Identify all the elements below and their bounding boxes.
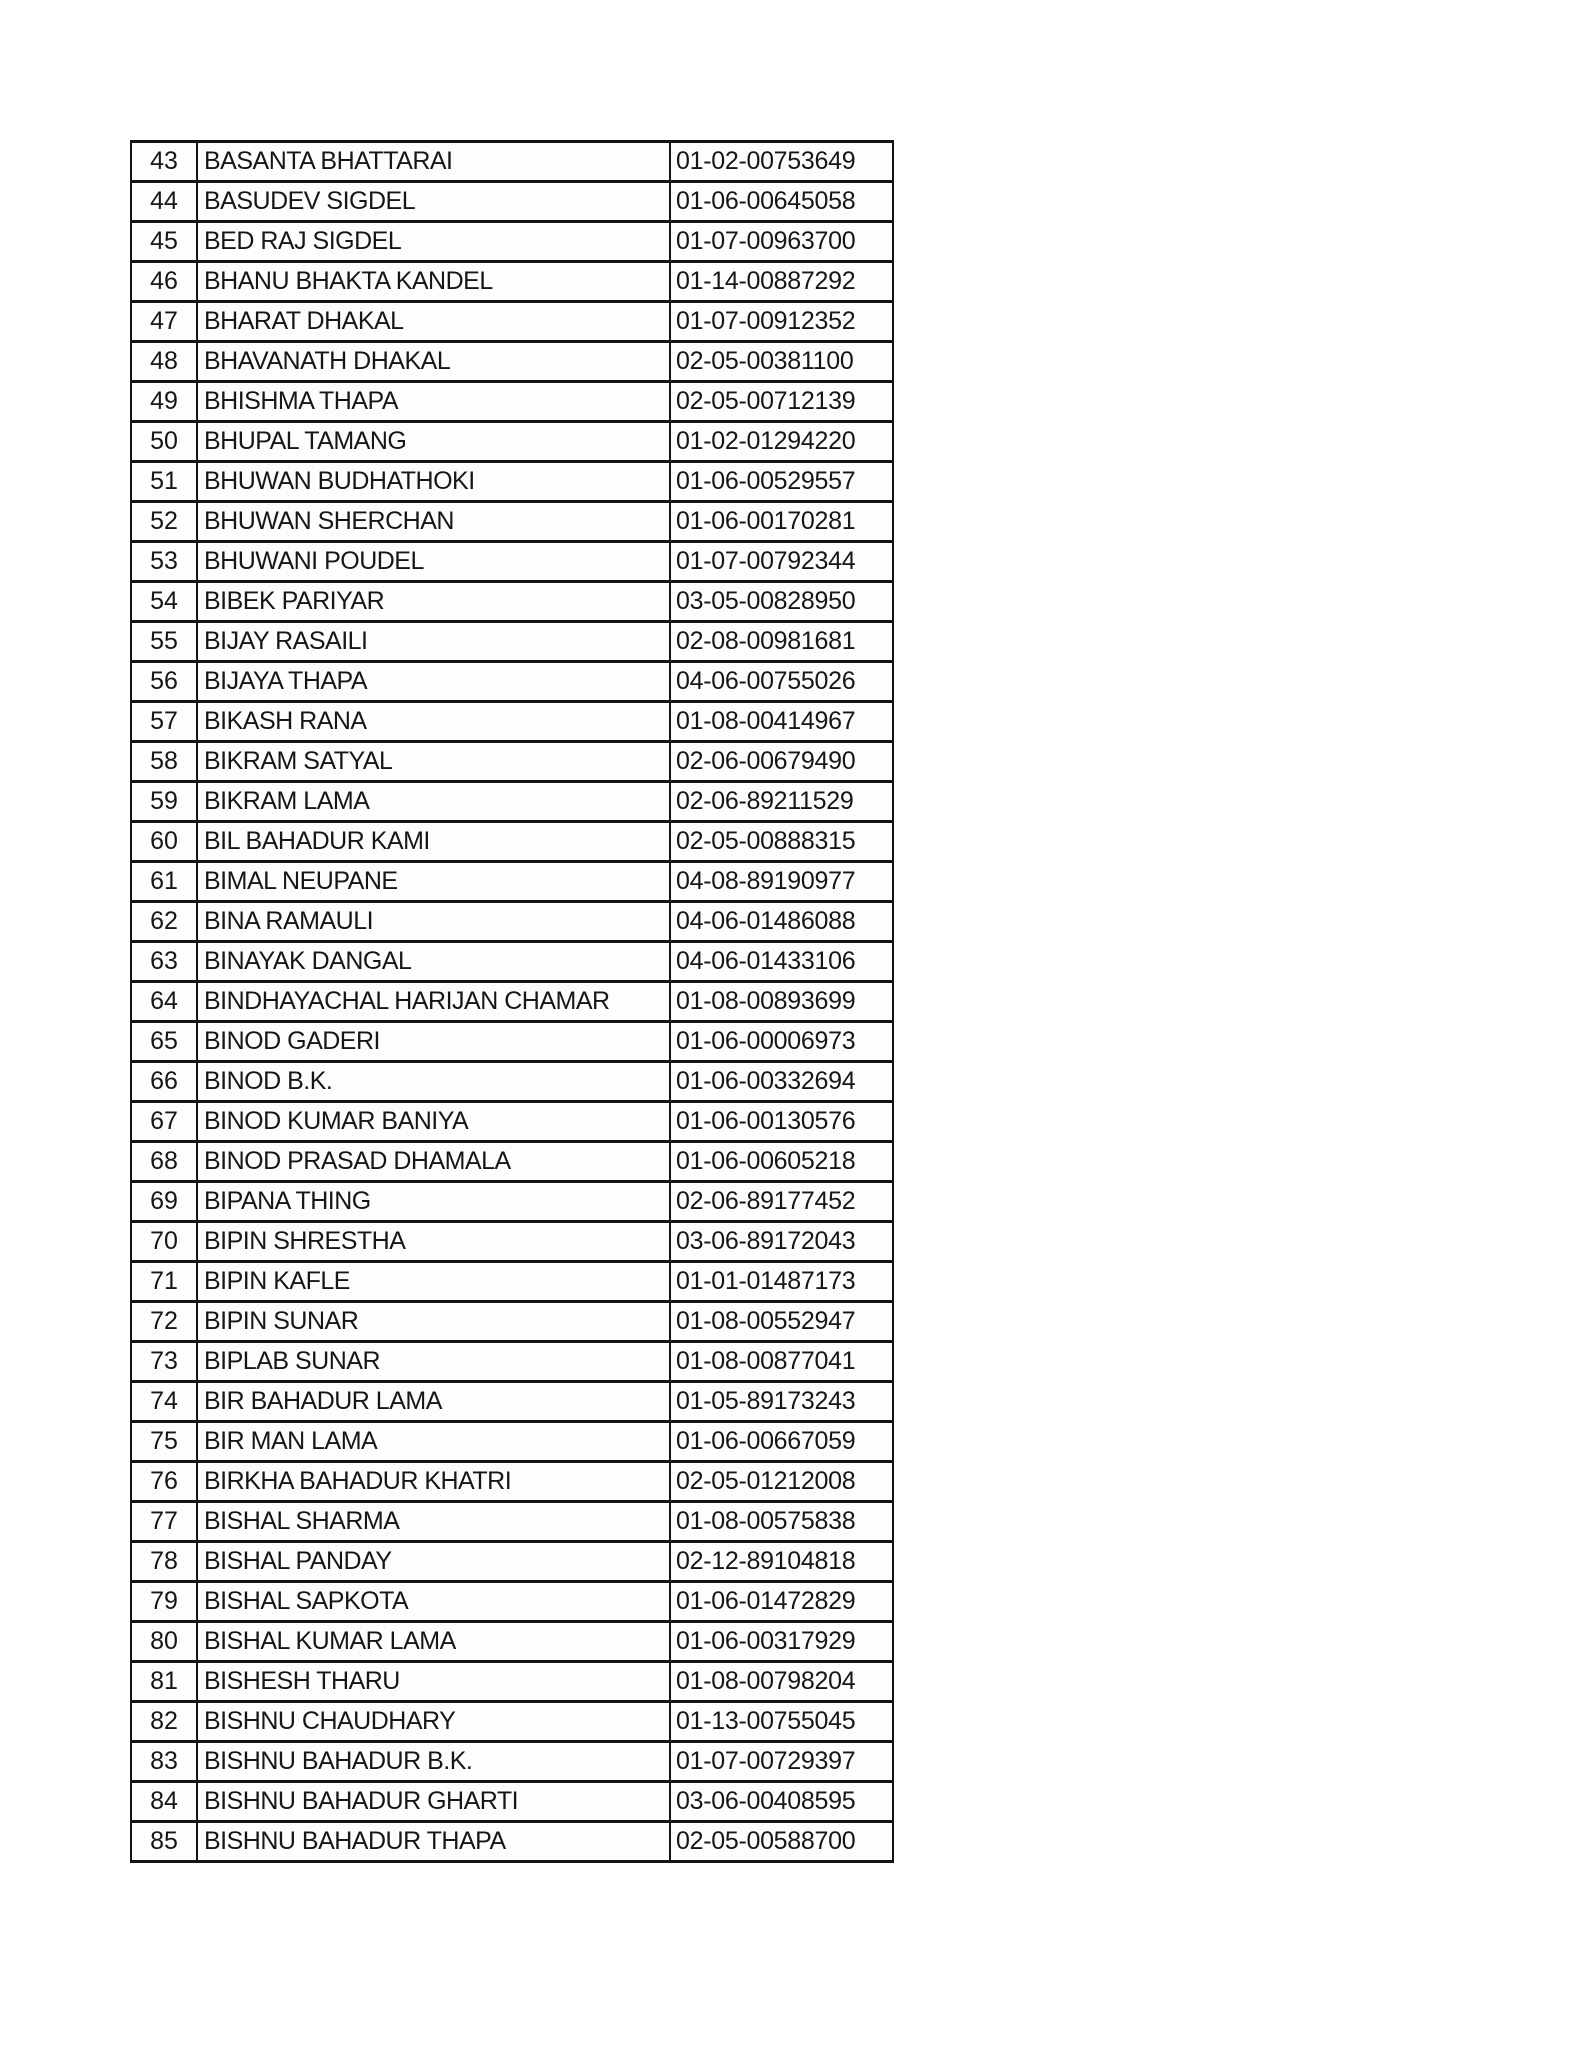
- table-row: [131, 1662, 893, 1702]
- serial-number-cell: 69: [131, 1182, 197, 1222]
- full-name-cell: BISHNU BAHADUR THAPA: [197, 1822, 670, 1862]
- full-name-cell: BINOD GADERI: [197, 1022, 670, 1062]
- full-name-cell: BIPIN SUNAR: [197, 1302, 670, 1342]
- serial-number-cell: 81: [131, 1662, 197, 1702]
- table-row: [131, 342, 893, 382]
- id-number-cell: 01-13-00755045: [670, 1702, 893, 1742]
- serial-number-cell: 83: [131, 1742, 197, 1782]
- serial-number-cell: 84: [131, 1782, 197, 1822]
- serial-number-cell: 44: [131, 182, 197, 222]
- table-row: [131, 902, 893, 942]
- id-number-cell: 01-06-00130576: [670, 1102, 893, 1142]
- table-row: [131, 1142, 893, 1182]
- table-row: [131, 302, 893, 342]
- id-number-cell: 02-08-00981681: [670, 622, 893, 662]
- id-number-cell: 02-05-00712139: [670, 382, 893, 422]
- id-number-cell: 03-06-00408595: [670, 1782, 893, 1822]
- id-number-cell: 04-08-89190977: [670, 862, 893, 902]
- id-number-cell: 01-08-00414967: [670, 702, 893, 742]
- serial-number-cell: 65: [131, 1022, 197, 1062]
- table-row: [131, 1342, 893, 1382]
- serial-number-cell: 52: [131, 502, 197, 542]
- id-number-cell: 03-06-89172043: [670, 1222, 893, 1262]
- table-row: [131, 182, 893, 222]
- table-row: [131, 422, 893, 462]
- serial-number-cell: 46: [131, 262, 197, 302]
- table-row: [131, 382, 893, 422]
- id-number-cell: 04-06-01486088: [670, 902, 893, 942]
- serial-number-cell: 63: [131, 942, 197, 982]
- id-number-cell: 04-06-00755026: [670, 662, 893, 702]
- serial-number-cell: 68: [131, 1142, 197, 1182]
- full-name-cell: BHISHMA THAPA: [197, 382, 670, 422]
- id-number-cell: 01-05-89173243: [670, 1382, 893, 1422]
- full-name-cell: BISHESH THARU: [197, 1662, 670, 1702]
- id-number-cell: 01-07-00963700: [670, 222, 893, 262]
- serial-number-cell: 54: [131, 582, 197, 622]
- table-row: [131, 742, 893, 782]
- serial-number-cell: 85: [131, 1822, 197, 1862]
- full-name-cell: BASUDEV SIGDEL: [197, 182, 670, 222]
- id-number-cell: 01-07-00912352: [670, 302, 893, 342]
- serial-number-cell: 77: [131, 1502, 197, 1542]
- id-number-cell: 02-05-00588700: [670, 1822, 893, 1862]
- full-name-cell: BINDHAYACHAL HARIJAN CHAMAR: [197, 982, 670, 1022]
- table-row: [131, 1102, 893, 1142]
- table-row: [131, 1782, 893, 1822]
- full-name-cell: BIPLAB SUNAR: [197, 1342, 670, 1382]
- serial-number-cell: 57: [131, 702, 197, 742]
- table-row: [131, 982, 893, 1022]
- table-row: [131, 1622, 893, 1662]
- id-number-cell: 01-06-00667059: [670, 1422, 893, 1462]
- table-row: [131, 1302, 893, 1342]
- table-row: [131, 1382, 893, 1422]
- serial-number-cell: 55: [131, 622, 197, 662]
- table-row: [131, 1502, 893, 1542]
- roster-table: [130, 140, 894, 1863]
- table-row: [131, 1702, 893, 1742]
- full-name-cell: BHUWAN BUDHATHOKI: [197, 462, 670, 502]
- serial-number-cell: 73: [131, 1342, 197, 1382]
- serial-number-cell: 47: [131, 302, 197, 342]
- full-name-cell: BHUWAN SHERCHAN: [197, 502, 670, 542]
- id-number-cell: 02-05-00888315: [670, 822, 893, 862]
- id-number-cell: 01-06-00529557: [670, 462, 893, 502]
- id-number-cell: 04-06-01433106: [670, 942, 893, 982]
- table-row: [131, 542, 893, 582]
- table-row: [131, 662, 893, 702]
- serial-number-cell: 70: [131, 1222, 197, 1262]
- full-name-cell: BISHAL SAPKOTA: [197, 1582, 670, 1622]
- serial-number-cell: 58: [131, 742, 197, 782]
- serial-number-cell: 78: [131, 1542, 197, 1582]
- table-row: [131, 1262, 893, 1302]
- table-row: [131, 262, 893, 302]
- id-number-cell: 01-06-00605218: [670, 1142, 893, 1182]
- full-name-cell: BIPANA THING: [197, 1182, 670, 1222]
- full-name-cell: BINOD PRASAD DHAMALA: [197, 1142, 670, 1182]
- full-name-cell: BHARAT DHAKAL: [197, 302, 670, 342]
- full-name-cell: BINA RAMAULI: [197, 902, 670, 942]
- table-row: [131, 1422, 893, 1462]
- table-row: [131, 1742, 893, 1782]
- table-row: [131, 942, 893, 982]
- table-row: [131, 1822, 893, 1862]
- table-row: [131, 142, 893, 182]
- id-number-cell: 01-06-01472829: [670, 1582, 893, 1622]
- serial-number-cell: 49: [131, 382, 197, 422]
- id-number-cell: 01-08-00575838: [670, 1502, 893, 1542]
- roster-table-body: [131, 142, 893, 1862]
- full-name-cell: BINOD B.K.: [197, 1062, 670, 1102]
- table-row: [131, 702, 893, 742]
- serial-number-cell: 43: [131, 142, 197, 182]
- id-number-cell: 03-05-00828950: [670, 582, 893, 622]
- serial-number-cell: 53: [131, 542, 197, 582]
- id-number-cell: 02-05-01212008: [670, 1462, 893, 1502]
- serial-number-cell: 79: [131, 1582, 197, 1622]
- id-number-cell: 02-12-89104818: [670, 1542, 893, 1582]
- table-row: [131, 1582, 893, 1622]
- serial-number-cell: 62: [131, 902, 197, 942]
- id-number-cell: 01-06-00006973: [670, 1022, 893, 1062]
- full-name-cell: BHUPAL TAMANG: [197, 422, 670, 462]
- table-row: [131, 1462, 893, 1502]
- id-number-cell: 01-02-00753649: [670, 142, 893, 182]
- serial-number-cell: 60: [131, 822, 197, 862]
- id-number-cell: 02-06-89177452: [670, 1182, 893, 1222]
- serial-number-cell: 67: [131, 1102, 197, 1142]
- table-row: [131, 1542, 893, 1582]
- id-number-cell: 01-06-00170281: [670, 502, 893, 542]
- id-number-cell: 01-01-01487173: [670, 1262, 893, 1302]
- full-name-cell: BISHNU BAHADUR GHARTI: [197, 1782, 670, 1822]
- serial-number-cell: 66: [131, 1062, 197, 1102]
- table-row: [131, 1182, 893, 1222]
- table-row: [131, 222, 893, 262]
- serial-number-cell: 61: [131, 862, 197, 902]
- id-number-cell: 01-08-00893699: [670, 982, 893, 1022]
- full-name-cell: BINOD KUMAR BANIYA: [197, 1102, 670, 1142]
- id-number-cell: 02-05-00381100: [670, 342, 893, 382]
- full-name-cell: BISHNU CHAUDHARY: [197, 1702, 670, 1742]
- id-number-cell: 01-08-00798204: [670, 1662, 893, 1702]
- serial-number-cell: 45: [131, 222, 197, 262]
- serial-number-cell: 71: [131, 1262, 197, 1302]
- full-name-cell: BIBEK PARIYAR: [197, 582, 670, 622]
- table-row: [131, 862, 893, 902]
- serial-number-cell: 75: [131, 1422, 197, 1462]
- id-number-cell: 01-06-00317929: [670, 1622, 893, 1662]
- full-name-cell: BISHAL SHARMA: [197, 1502, 670, 1542]
- table-row: [131, 1022, 893, 1062]
- full-name-cell: BISHAL PANDAY: [197, 1542, 670, 1582]
- serial-number-cell: 76: [131, 1462, 197, 1502]
- serial-number-cell: 82: [131, 1702, 197, 1742]
- table-row: [131, 1222, 893, 1262]
- serial-number-cell: 74: [131, 1382, 197, 1422]
- serial-number-cell: 50: [131, 422, 197, 462]
- id-number-cell: 01-07-00729397: [670, 1742, 893, 1782]
- full-name-cell: BIPIN KAFLE: [197, 1262, 670, 1302]
- serial-number-cell: 51: [131, 462, 197, 502]
- serial-number-cell: 72: [131, 1302, 197, 1342]
- id-number-cell: 02-06-89211529: [670, 782, 893, 822]
- id-number-cell: 01-08-00877041: [670, 1342, 893, 1382]
- serial-number-cell: 59: [131, 782, 197, 822]
- table-row: [131, 622, 893, 662]
- full-name-cell: BISHAL KUMAR LAMA: [197, 1622, 670, 1662]
- id-number-cell: 01-06-00332694: [670, 1062, 893, 1102]
- full-name-cell: BIJAY RASAILI: [197, 622, 670, 662]
- full-name-cell: BIR BAHADUR LAMA: [197, 1382, 670, 1422]
- full-name-cell: BIKASH RANA: [197, 702, 670, 742]
- full-name-cell: BIPIN SHRESTHA: [197, 1222, 670, 1262]
- full-name-cell: BHAVANATH DHAKAL: [197, 342, 670, 382]
- table-row: [131, 502, 893, 542]
- full-name-cell: BIR MAN LAMA: [197, 1422, 670, 1462]
- table-row: [131, 462, 893, 502]
- full-name-cell: BISHNU BAHADUR B.K.: [197, 1742, 670, 1782]
- full-name-cell: BIL BAHADUR KAMI: [197, 822, 670, 862]
- full-name-cell: BHANU BHAKTA KANDEL: [197, 262, 670, 302]
- id-number-cell: 01-07-00792344: [670, 542, 893, 582]
- id-number-cell: 01-08-00552947: [670, 1302, 893, 1342]
- full-name-cell: BINAYAK DANGAL: [197, 942, 670, 982]
- id-number-cell: 01-02-01294220: [670, 422, 893, 462]
- table-row: [131, 782, 893, 822]
- table-row: [131, 582, 893, 622]
- serial-number-cell: 64: [131, 982, 197, 1022]
- full-name-cell: BED RAJ SIGDEL: [197, 222, 670, 262]
- full-name-cell: BIMAL NEUPANE: [197, 862, 670, 902]
- serial-number-cell: 48: [131, 342, 197, 382]
- id-number-cell: 01-14-00887292: [670, 262, 893, 302]
- id-number-cell: 02-06-00679490: [670, 742, 893, 782]
- full-name-cell: BIRKHA BAHADUR KHATRI: [197, 1462, 670, 1502]
- full-name-cell: BIKRAM SATYAL: [197, 742, 670, 782]
- full-name-cell: BASANTA BHATTARAI: [197, 142, 670, 182]
- serial-number-cell: 80: [131, 1622, 197, 1662]
- table-row: [131, 1062, 893, 1102]
- id-number-cell: 01-06-00645058: [670, 182, 893, 222]
- serial-number-cell: 56: [131, 662, 197, 702]
- table-row: [131, 822, 893, 862]
- full-name-cell: BIJAYA THAPA: [197, 662, 670, 702]
- full-name-cell: BIKRAM LAMA: [197, 782, 670, 822]
- full-name-cell: BHUWANI POUDEL: [197, 542, 670, 582]
